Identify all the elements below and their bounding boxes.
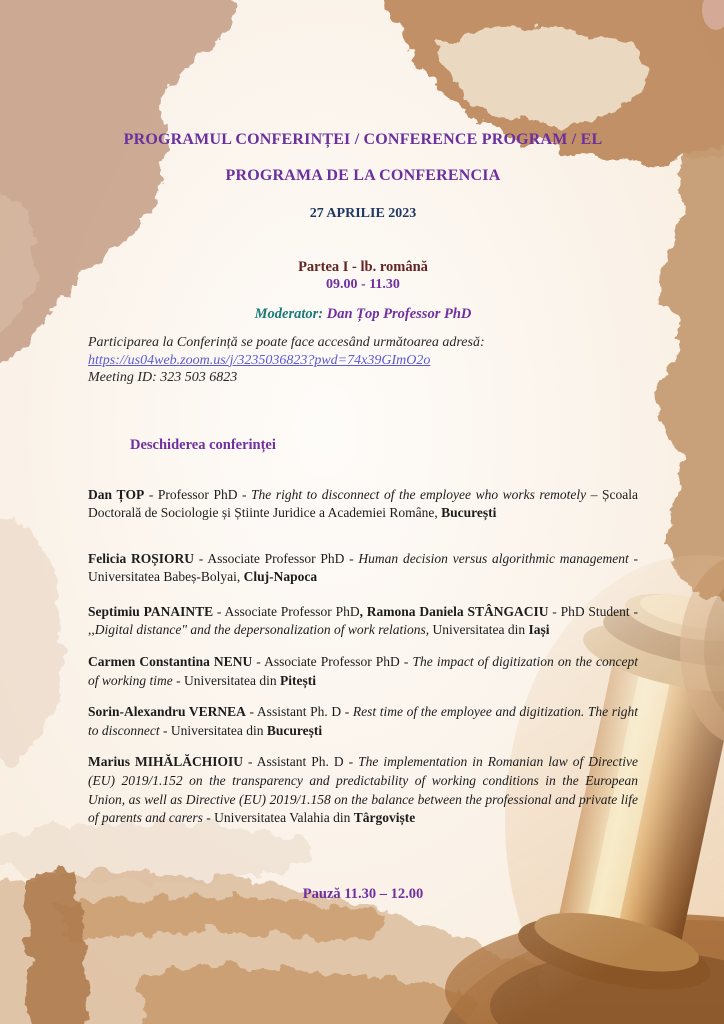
speakers-list xyxy=(88,486,638,828)
page-title xyxy=(88,122,638,194)
opening-heading: Deschiderea conferinței xyxy=(130,436,276,453)
meeting-id: Meeting ID: 323 503 6823 xyxy=(88,370,238,385)
session-part-label: Partea I - lb. română xyxy=(298,259,428,275)
speaker-entry-dan-top: Dan ȚOP - Professor PhD - The right to disconnect of the employee who works remotely – Școala Doctorală de Sociologie și Știinte Juridice a Academiei Române, București xyxy=(88,486,638,521)
speaker-entry-marius-mihalachioiu: Marius MIHĂLĂCHIOIU - Assistant Ph. D - The implementation in Romanian law of Directive (EU) 2019/1.152 on the transparency and predictability of working conditions in the European Union, as well as Directive (EU) 2019/1.158 on the balance between the professional and private life of parents and carers - Universitatea Valahia din Târgoviște xyxy=(88,754,638,826)
moderator-line xyxy=(88,306,638,323)
title-line-1: PROGRAMUL CONFERINȚEI / CONFERENCE PROGRAM / EL xyxy=(123,131,603,148)
moderator-label: Moderator: xyxy=(254,306,324,322)
moderator-name: Dan Țop Professor PhD xyxy=(326,306,472,322)
title-line-2: PROGRAMA DE LA CONFERENCIA xyxy=(225,167,501,184)
speaker-entry-felicia-rosioru: Felicia ROȘIORU - Associate Professor PhD - Human decision versus algorithmic management - Universitatea Babeș-Bolyai, Cluj-Napoca xyxy=(88,550,639,585)
access-intro: Participarea la Conferință se poate face accesând următoarea adresă: xyxy=(88,335,485,350)
zoom-meeting-link[interactable]: https://us04web.zoom.us/j/3235036823?pwd=74x39GImO2o xyxy=(88,352,431,368)
speaker-entry-sorin-vernea: Sorin-Alexandru VERNEA - Assistant Ph. D - Rest time of the employee and digitization. The right to disconnect - Universitatea din București xyxy=(88,704,639,738)
access-info xyxy=(88,334,638,387)
break-label: Pauză 11.30 – 12.00 xyxy=(302,885,424,902)
session-time: 09.00 - 11.30 xyxy=(326,277,400,292)
conference-date: 27 APRILIE 2023 xyxy=(309,206,417,221)
speaker-entry-carmen-nenu: Carmen Constantina NENU - Associate Professor PhD - The impact of digitization on the concept of working time - Universitatea din Pitești xyxy=(88,654,638,688)
speaker-entry-septimiu-panainte: Septimiu PANAINTE - Associate Professor PhD, Ramona Daniela STÂNGACIU - PhD Student - ,,Digital distance" and the depersonalization of work relations, Universitatea din Iași xyxy=(88,603,638,638)
